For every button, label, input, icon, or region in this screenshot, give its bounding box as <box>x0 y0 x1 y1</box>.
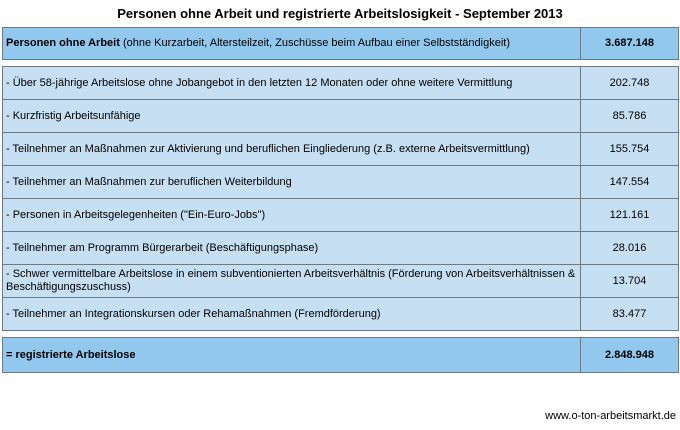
header-row-value: 3.687.148 <box>581 28 679 60</box>
row-label: - Schwer vermittelbare Arbeitslose in einem subventionierten Arbeitsverhältnis (Förderung von Arbeitsverhältnissen & Beschäftigungszuschuss) <box>3 265 581 298</box>
spacer-cell <box>581 60 679 67</box>
statistics-table <box>2 27 679 373</box>
table-row <box>3 199 679 232</box>
table-row <box>3 265 679 298</box>
row-label: - Teilnehmer an Maßnahmen zur beruflichen Weiterbildung <box>3 166 581 199</box>
spacer-row <box>3 331 679 338</box>
table-title: Personen ohne Arbeit und registrierte Arbeitslosigkeit - September 2013 <box>117 6 563 21</box>
table-row <box>3 133 679 166</box>
table-row <box>3 67 679 100</box>
table-row <box>3 100 679 133</box>
table-row <box>3 298 679 331</box>
total-row-value: 2.848.948 <box>581 338 679 373</box>
row-value: 28.016 <box>581 232 679 265</box>
row-value: 13.704 <box>581 265 679 298</box>
row-label: - Kurzfristig Arbeitsunfähige <box>3 100 581 133</box>
header-row-label <box>3 28 581 60</box>
table-row <box>3 232 679 265</box>
row-value: 121.161 <box>581 199 679 232</box>
header-row-label-rest: (ohne Kurzarbeit, Altersteilzeit, Zuschüsse beim Aufbau einer Selbstständigkeit) <box>119 37 510 49</box>
spacer-row <box>3 60 679 67</box>
row-label: - Teilnehmer an Integrationskursen oder Rehamaßnahmen (Fremdförderung) <box>3 298 581 331</box>
spacer-cell <box>3 331 581 338</box>
header-row-label-strong: Personen ohne Arbeit <box>6 37 120 49</box>
row-value: 83.477 <box>581 298 679 331</box>
row-label: - Über 58-jährige Arbeitslose ohne Jobangebot in den letzten 12 Monaten oder ohne weitere Vermittlung <box>3 67 581 100</box>
total-row-label: = registrierte Arbeitslose <box>3 338 581 373</box>
total-row <box>3 338 679 373</box>
table-row <box>3 166 679 199</box>
header-row <box>3 28 679 60</box>
spacer-cell <box>3 60 581 67</box>
row-value: 155.754 <box>581 133 679 166</box>
row-value: 85.786 <box>581 100 679 133</box>
source-footer: www.o-ton-arbeitsmarkt.de <box>545 410 676 422</box>
row-value: 147.554 <box>581 166 679 199</box>
row-value: 202.748 <box>581 67 679 100</box>
spacer-cell <box>581 331 679 338</box>
row-label: - Teilnehmer an Maßnahmen zur Aktivierung und beruflichen Eingliederung (z.B. externe Arbeitsvermittlung) <box>3 133 581 166</box>
row-label: - Personen in Arbeitsgelegenheiten ("Ein-Euro-Jobs") <box>3 199 581 232</box>
row-label: - Teilnehmer am Programm Bürgerarbeit (Beschäftigungsphase) <box>3 232 581 265</box>
